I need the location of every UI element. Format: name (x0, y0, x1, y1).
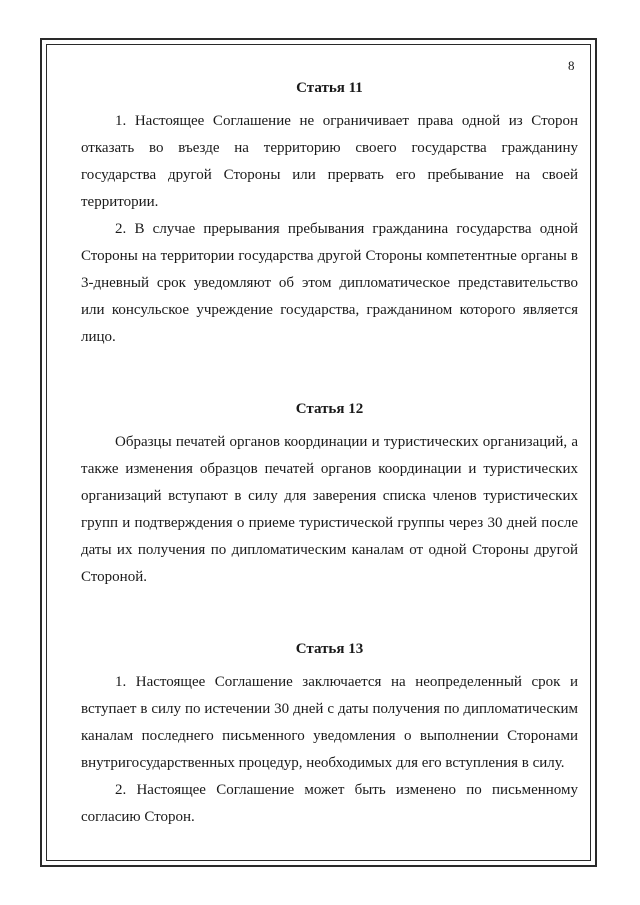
article-13-paragraph-2: 2. Настоящее Соглашение может быть изменено по письменному согласию Сторон. (81, 782, 578, 825)
article-12 (81, 399, 578, 591)
article-13 (81, 639, 578, 831)
article-12-paragraph-1: Образцы печатей органов координации и туристических организаций, а также изменения образцов печатей органов координации и туристических организаций вступают в силу для заверения списка членов туристических групп и подтверждения о приеме туристической группы через 30 дней после даты их получения по дипломатическим каналам от одной Стороны другой Стороной. (81, 434, 578, 585)
article-spacer (81, 351, 578, 399)
article-spacer (81, 591, 578, 639)
article-12-title: Статья 12 (295, 401, 364, 417)
article-13-title: Статья 13 (295, 641, 364, 657)
article-11-paragraph-2: 2. В случае прерывания пребывания гражданина государства одной Стороны на территории государства другой Стороны компетентные органы в 3-дневный срок уведомляют об этом дипломатическое представительство или консульское учреждение государства, гражданином которого является лицо. (81, 221, 578, 345)
page-number: 8 (568, 58, 575, 73)
article-13-paragraph-1: 1. Настоящее Соглашение заключается на неопределенный срок и вступает в силу по истечении 30 дней с даты получения по дипломатическим каналам последнего письменного уведомления о выполнении Сторонами внутригосударственных процедур, необходимых для его вступления в силу. (81, 674, 578, 771)
article-11-paragraph-1: 1. Настоящее Соглашение не ограничивает права одной из Сторон отказать во въезде на территорию своего государства гражданину государства другой Стороны или прервать его пребывание на своей территории. (81, 113, 578, 210)
article-11 (81, 78, 578, 351)
document-body (81, 78, 578, 831)
article-11-title: Статья 11 (296, 80, 363, 96)
